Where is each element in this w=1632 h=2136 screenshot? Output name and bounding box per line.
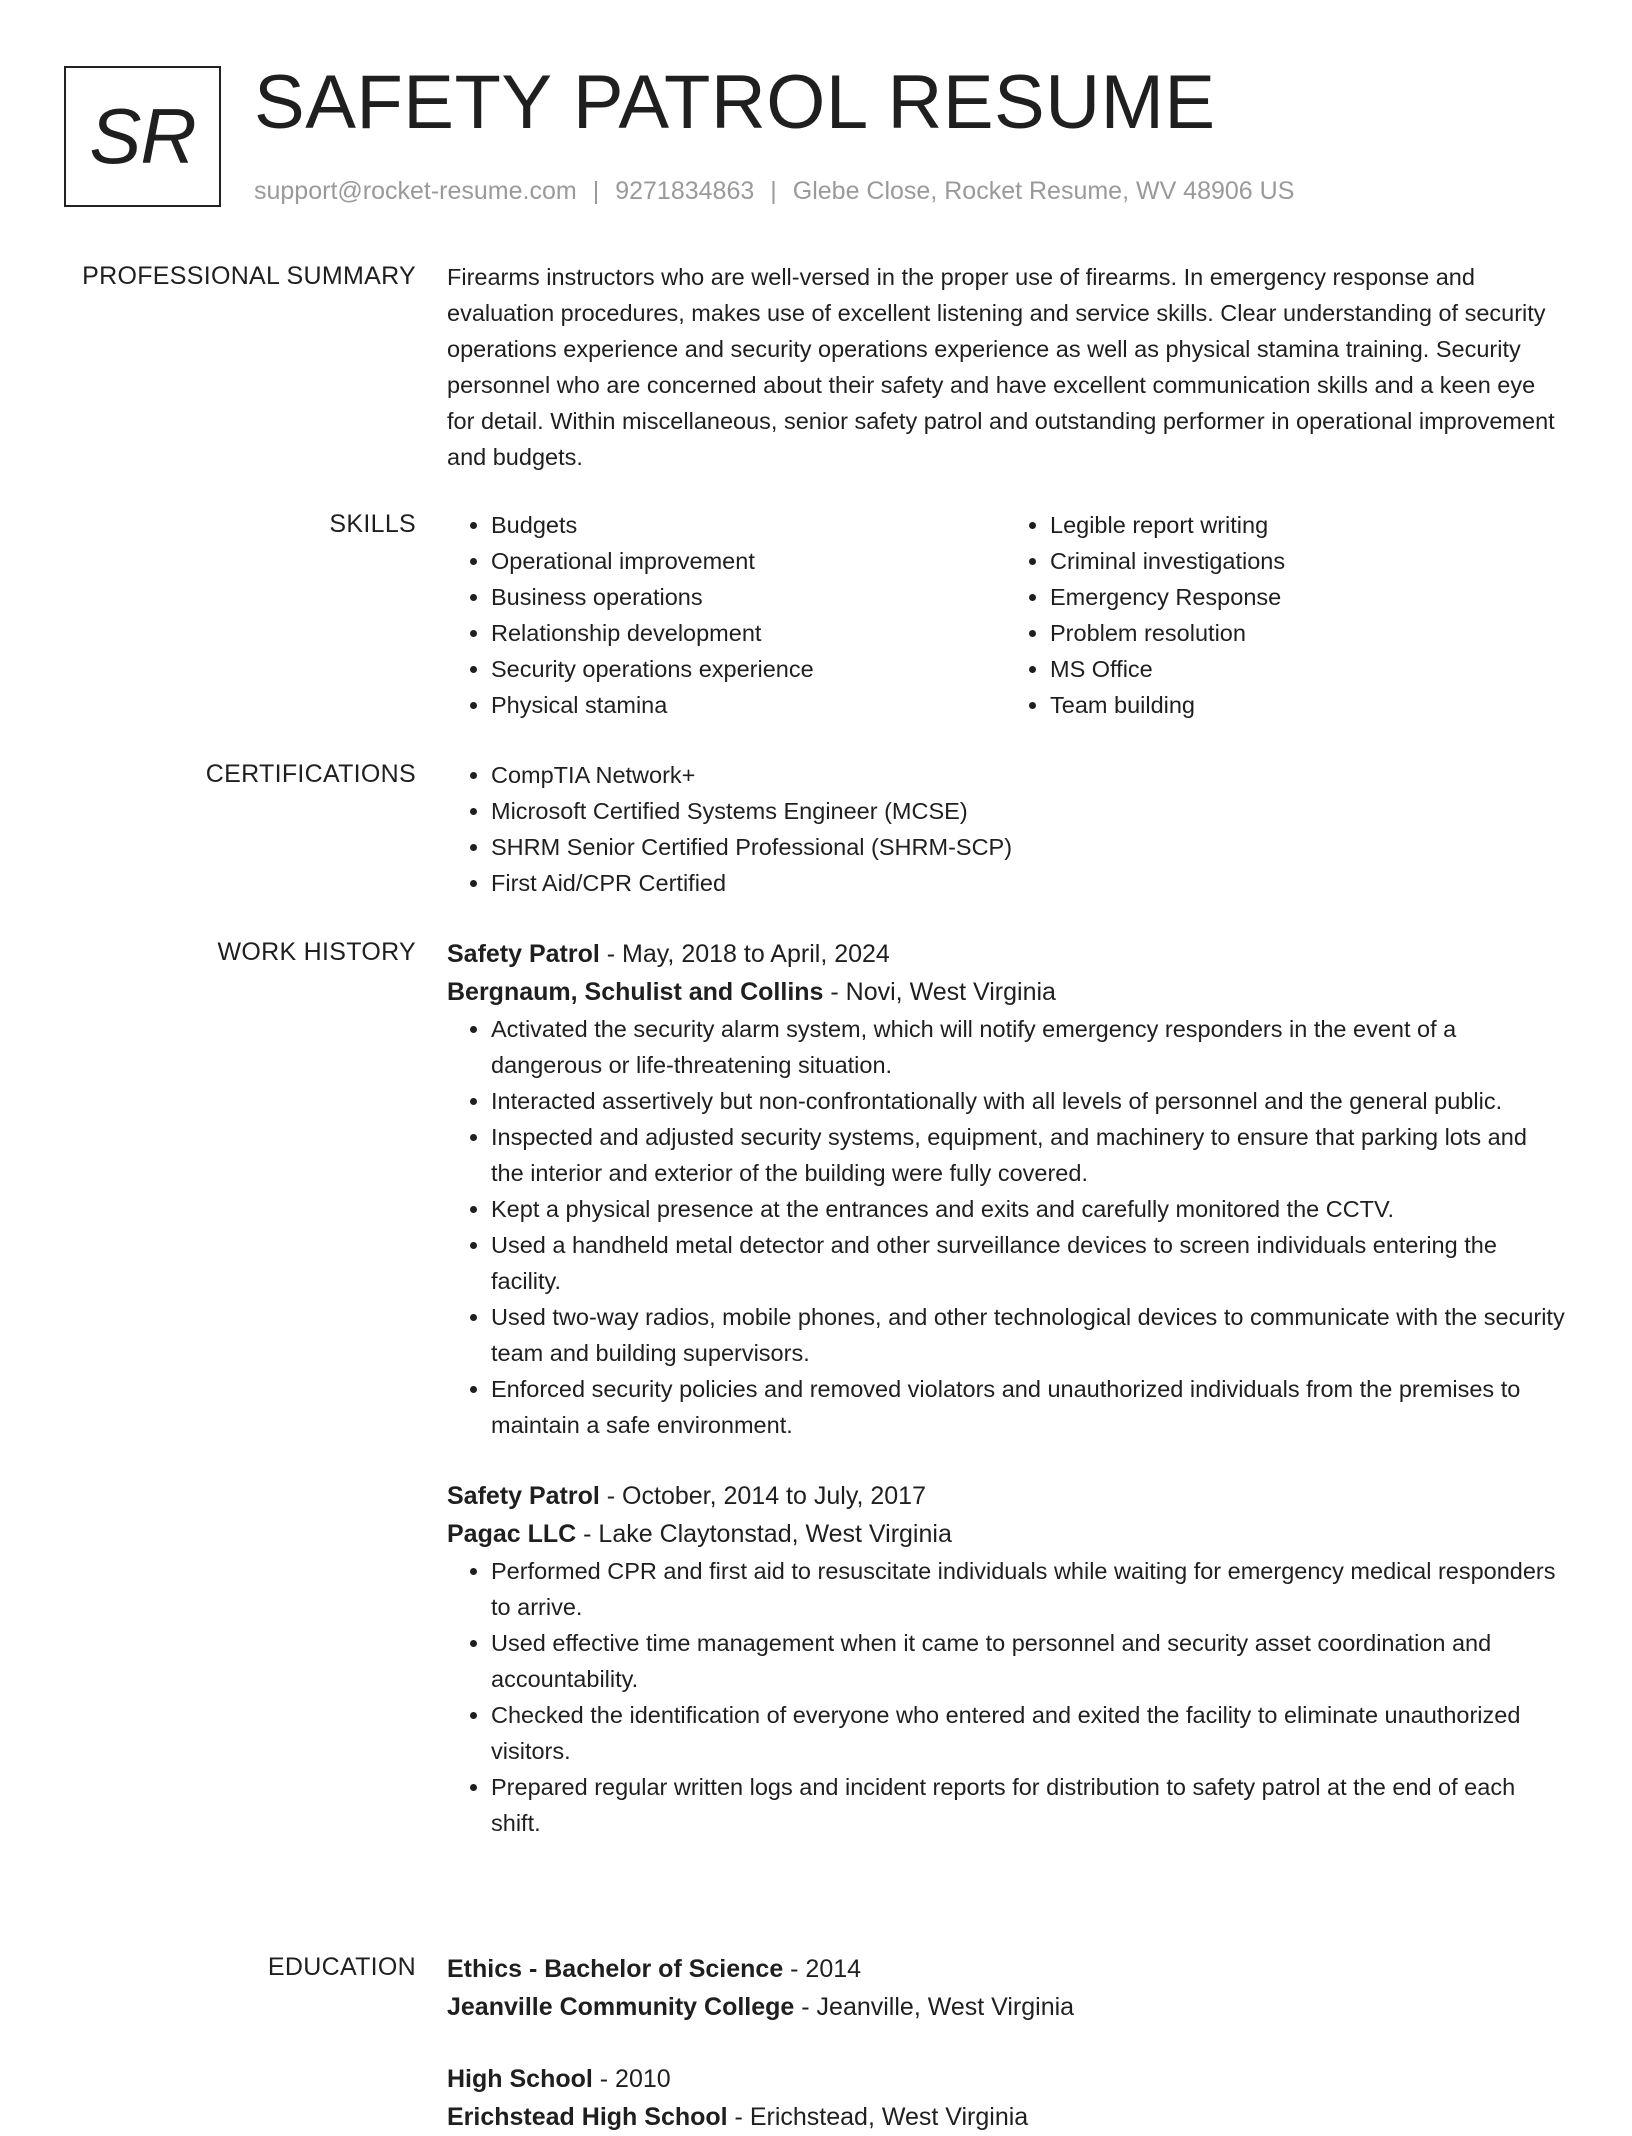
skill-item: • Emergency Response bbox=[1050, 579, 1565, 615]
job-title-line bbox=[447, 1477, 1565, 1515]
certification-item: • CompTIA Network+ bbox=[491, 757, 1565, 793]
job-duty: • Inspected and adjusted security systems, equipment, and machinery to ensure that parking lots and the interior and exterior of the building were fully covered. bbox=[491, 1119, 1565, 1191]
job-duty: • Interacted assertively but non-confrontationally with all levels of personnel and the general public. bbox=[491, 1083, 1565, 1119]
job-title: Safety Patrol bbox=[447, 1482, 600, 1510]
summary-text: Firearms instructors who are well-versed in the proper use of firearms. In emergency response and evaluation procedures, makes use of excellent listening and service skills. Clear understanding of security operations experience and security operations experience as well as physical stamina training. Security personnel who are concerned about their safety and have excellent communication skills and a keen eye for detail. Within miscellaneous, senior safety patrol and outstanding performer in operational improvement and budgets. bbox=[447, 264, 1555, 470]
resume-title: SAFETY PATROL RESUME bbox=[254, 60, 1216, 145]
certifications-list bbox=[447, 757, 1565, 901]
job-duties-list bbox=[447, 1553, 1565, 1841]
job-duty: • Used a handheld metal detector and other surveillance devices to screen individuals entering the facility. bbox=[491, 1227, 1565, 1299]
certification-item: • Microsoft Certified Systems Engineer (MCSE) bbox=[491, 793, 1565, 829]
skills-list-left bbox=[447, 507, 1006, 723]
skill-item: • Team building bbox=[1050, 687, 1565, 723]
education-school-line bbox=[447, 2098, 1565, 2136]
skill-item: • Physical stamina bbox=[491, 687, 1006, 723]
education-school: Jeanville Community College bbox=[447, 1993, 795, 2021]
job-company-line bbox=[447, 1515, 1565, 1553]
skill-item: • Problem resolution bbox=[1050, 615, 1565, 651]
education-year: - 2010 bbox=[592, 2065, 671, 2093]
skill-item: • Criminal investigations bbox=[1050, 543, 1565, 579]
job-duty: • Performed CPR and first aid to resuscitate individuals while waiting for emergency medical responders to arrive. bbox=[491, 1553, 1565, 1625]
contact-line bbox=[254, 174, 1294, 208]
monogram-logo: SR bbox=[64, 66, 221, 207]
job-duty: • Used two-way radios, mobile phones, and other technological devices to communicate with the security team and building supervisors. bbox=[491, 1299, 1565, 1371]
job-duty: • Checked the identification of everyone who entered and exited the facility to eliminate unauthorized visitors. bbox=[491, 1697, 1565, 1769]
skill-item: • MS Office bbox=[1050, 651, 1565, 687]
job-duty: • Used effective time management when it came to personnel and security asset coordination and accountability. bbox=[491, 1625, 1565, 1697]
education-degree: High School bbox=[447, 2065, 593, 2093]
contact-email[interactable]: support@rocket-resume.com bbox=[254, 177, 577, 205]
skill-item: • Security operations experience bbox=[491, 651, 1006, 687]
contact-phone[interactable]: 9271834863 bbox=[615, 177, 755, 205]
section-label-work-history: WORK HISTORY bbox=[217, 938, 416, 966]
skill-item: • Business operations bbox=[491, 579, 1006, 615]
skill-item: • Relationship development bbox=[491, 615, 1006, 651]
job-entry bbox=[447, 935, 1565, 1443]
contact-address: Glebe Close, Rocket Resume, WV 48906 US bbox=[792, 177, 1295, 205]
education-entry bbox=[447, 2060, 1565, 2136]
contact-separator: | bbox=[770, 177, 777, 205]
section-label-certifications: CERTIFICATIONS bbox=[205, 760, 416, 788]
skill-item: • Legible report writing bbox=[1050, 507, 1565, 543]
job-location: - Novi, West Virginia bbox=[823, 978, 1056, 1006]
job-duty: • Kept a physical presence at the entrances and exits and carefully monitored the CCTV. bbox=[491, 1191, 1565, 1227]
job-duty: • Enforced security policies and removed violators and unauthorized individuals from the premises to maintain a safe environment. bbox=[491, 1371, 1565, 1443]
education-degree-line bbox=[447, 2060, 1565, 2098]
job-dates: - October, 2014 to July, 2017 bbox=[599, 1482, 926, 1510]
education-school: Erichstead High School bbox=[447, 2103, 728, 2131]
section-label-skills: SKILLS bbox=[329, 510, 416, 538]
education-degree-line bbox=[447, 1950, 1565, 1988]
contact-separator: | bbox=[592, 177, 600, 205]
education-year: - 2014 bbox=[783, 1955, 862, 1983]
job-company: Bergnaum, Schulist and Collins bbox=[447, 978, 824, 1006]
certification-item: • SHRM Senior Certified Professional (SHRM-SCP) bbox=[491, 829, 1565, 865]
job-duty: • Activated the security alarm system, which will notify emergency responders in the event of a dangerous or life-threatening situation. bbox=[491, 1011, 1565, 1083]
job-duty: • Prepared regular written logs and incident reports for distribution to safety patrol at the end of each shift. bbox=[491, 1769, 1565, 1841]
skills-list-right bbox=[1006, 507, 1565, 723]
education-school-line bbox=[447, 1988, 1565, 2026]
section-label-education: EDUCATION bbox=[267, 1953, 416, 1981]
job-entry bbox=[447, 1477, 1565, 1841]
job-duties-list bbox=[447, 1011, 1565, 1443]
education-entry bbox=[447, 1950, 1565, 2026]
job-dates: - May, 2018 to April, 2024 bbox=[599, 940, 890, 968]
section-label-summary: PROFESSIONAL SUMMARY bbox=[82, 262, 416, 290]
job-title: Safety Patrol bbox=[447, 940, 600, 968]
job-location: - Lake Claytonstad, West Virginia bbox=[576, 1520, 952, 1548]
skill-item: • Budgets bbox=[491, 507, 1006, 543]
certification-item: • First Aid/CPR Certified bbox=[491, 865, 1565, 901]
education-location: - Erichstead, West Virginia bbox=[727, 2103, 1029, 2131]
education-location: - Jeanville, West Virginia bbox=[794, 1993, 1075, 2021]
job-company-line bbox=[447, 973, 1565, 1011]
skill-item: • Operational improvement bbox=[491, 543, 1006, 579]
job-company: Pagac LLC bbox=[447, 1520, 577, 1548]
job-title-line bbox=[447, 935, 1565, 973]
education-degree: Ethics - Bachelor of Science bbox=[447, 1955, 784, 1983]
